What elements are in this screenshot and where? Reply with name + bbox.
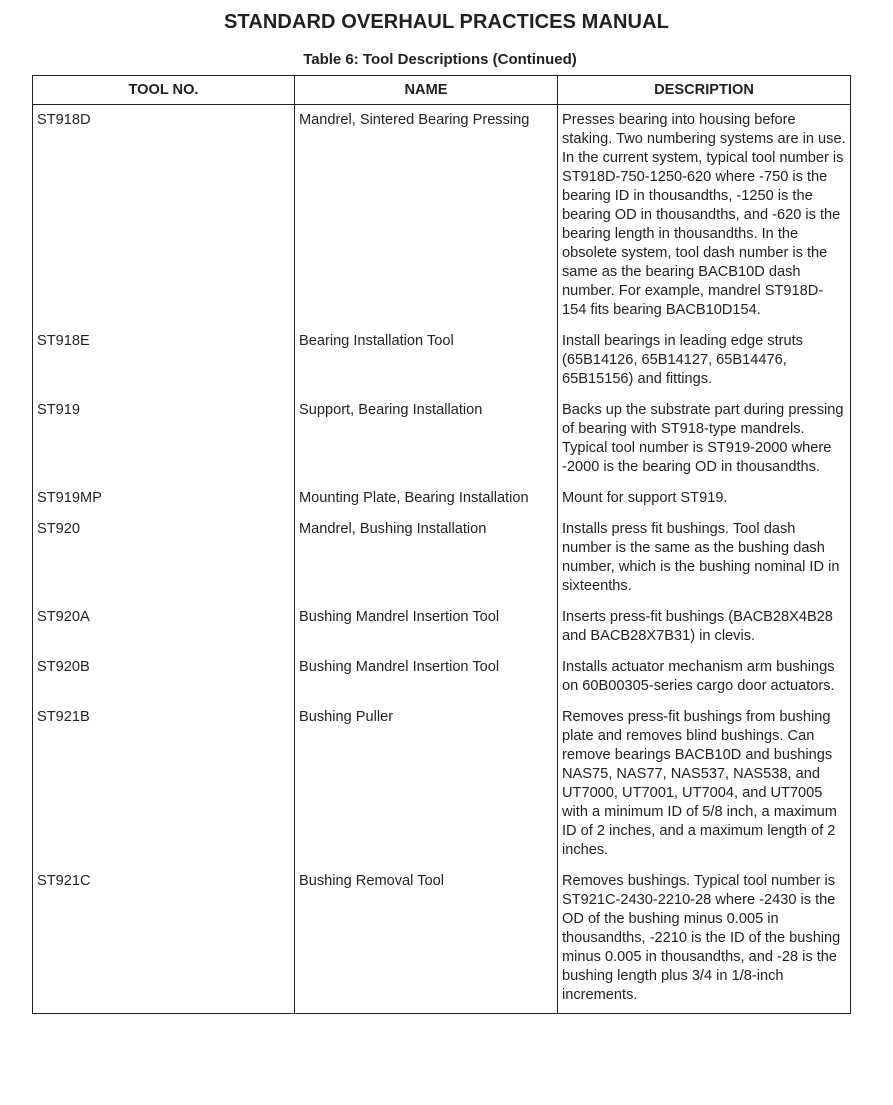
table-row xyxy=(33,603,851,653)
tool-no-cell: ST918D xyxy=(33,105,295,328)
tool-no-cell: ST918E xyxy=(33,327,295,396)
tool-no-cell: ST919MP xyxy=(33,484,295,515)
tool-description-cell: Presses bearing into housing before staking. Two numbering systems are in use. In the current system, typical tool number is ST918D-750-1250-620 where -750 is the bearing ID in thousandths, -1250 is the bearing OD in thousandths, and -620 is the bearing length in thousandths. In the obsolete system, tool dash number is the same as the bearing BACB10D dash number. For example, mandrel ST918D-154 fits bearing BACB10D154. xyxy=(558,105,851,328)
table-row xyxy=(33,105,851,328)
tool-no-cell: ST920A xyxy=(33,603,295,653)
tool-description-cell: Mount for support ST919. xyxy=(558,484,851,515)
table-row xyxy=(33,867,851,1014)
tool-name-cell: Bearing Installation Tool xyxy=(295,327,558,396)
tool-description-cell: Inserts press-fit bushings (BACB28X4B28 and BACB28X7B31) in clevis. xyxy=(558,603,851,653)
tool-name-cell: Bushing Puller xyxy=(295,703,558,867)
tool-name-cell: Mandrel, Sintered Bearing Pressing xyxy=(295,105,558,328)
tool-description-cell: Removes press-fit bushings from bushing plate and removes blind bushings. Can remove bearings BACB10D and bushings NAS75, NAS77, NAS537, NAS538, and UT7000, UT7001, UT7004, and UT7005 with a minimum ID of 5/8 inch, a maximum ID of 2 inches, and a maximum length of 2 inches. xyxy=(558,703,851,867)
column-header-description: DESCRIPTION xyxy=(558,76,851,105)
tool-description-cell: Install bearings in leading edge struts (65B14126, 65B14127, 65B14476, 65B15156) and fittings. xyxy=(558,327,851,396)
table-row xyxy=(33,327,851,396)
table-header-row xyxy=(33,76,851,105)
tool-name-cell: Bushing Mandrel Insertion Tool xyxy=(295,653,558,703)
tool-no-cell: ST921C xyxy=(33,867,295,1014)
table-row xyxy=(33,515,851,603)
tool-no-cell: ST921B xyxy=(33,703,295,867)
page-title: STANDARD OVERHAUL PRACTICES MANUAL xyxy=(224,11,669,33)
table-caption: Table 6: Tool Descriptions (Continued) xyxy=(303,51,577,68)
tool-no-cell: ST920B xyxy=(33,653,295,703)
tool-description-cell: Installs press fit bushings. Tool dash number is the same as the bushing dash number, which is the bushing nominal ID in sixteenths. xyxy=(558,515,851,603)
tool-name-cell: Bushing Mandrel Insertion Tool xyxy=(295,603,558,653)
tool-no-cell: ST919 xyxy=(33,396,295,484)
column-header-tool-no: TOOL NO. xyxy=(33,76,295,105)
table-row xyxy=(33,396,851,484)
tool-description-cell: Installs actuator mechanism arm bushings on 60B00305-series cargo door actuators. xyxy=(558,653,851,703)
tool-name-cell: Mounting Plate, Bearing Installation xyxy=(295,484,558,515)
tool-descriptions-table xyxy=(32,75,851,1014)
table-row xyxy=(33,653,851,703)
tool-name-cell: Bushing Removal Tool xyxy=(295,867,558,1014)
table-row xyxy=(33,484,851,515)
column-header-name: NAME xyxy=(295,76,558,105)
tool-name-cell: Support, Bearing Installation xyxy=(295,396,558,484)
tool-description-cell: Removes bushings. Typical tool number is ST921C-2430-2210-28 where -2430 is the OD of the bushing minus 0.005 in thousandths, -2210 is the ID of the bushing minus 0.005 in thousandths, and -28 is the bushing length plus 3/4 in 1/8-inch increments. xyxy=(558,867,851,1014)
tool-name-cell: Mandrel, Bushing Installation xyxy=(295,515,558,603)
table-row xyxy=(33,703,851,867)
tool-no-cell: ST920 xyxy=(33,515,295,603)
tool-description-cell: Backs up the substrate part during pressing of bearing with ST918-type mandrels. Typical tool number is ST919-2000 where -2000 is the bearing OD in thousandths. xyxy=(558,396,851,484)
